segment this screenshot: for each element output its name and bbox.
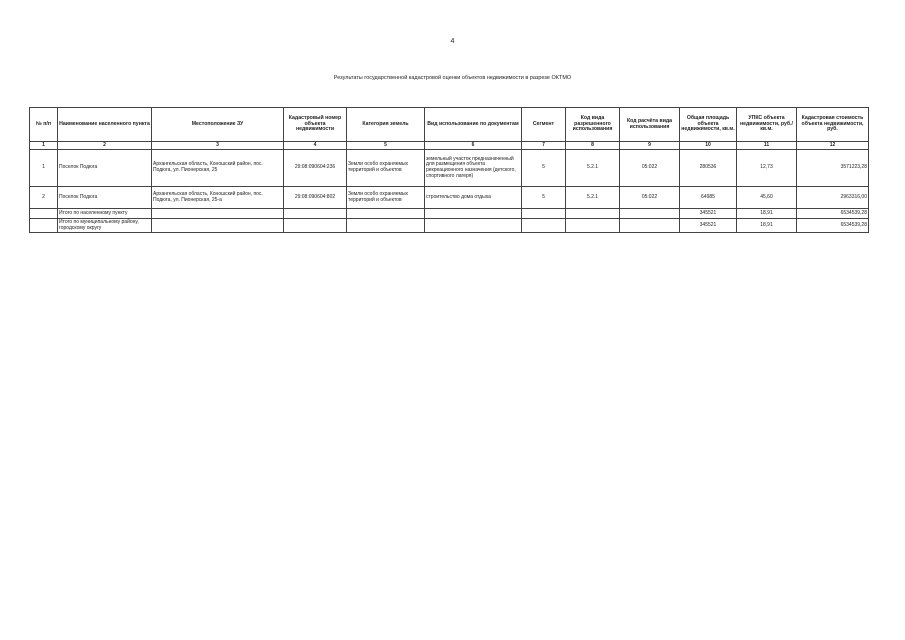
header-cell: Местоположение ЗУ — [152, 108, 284, 142]
total-row-municipality — [30, 219, 869, 233]
header-cell: Общая площадь объекта недвижимости, кв.м. — [680, 108, 737, 142]
header-cell: № п/п — [30, 108, 58, 142]
cadastral-value: 3571223,28 — [797, 150, 869, 187]
column-number: 5 — [347, 142, 425, 150]
column-number: 4 — [284, 142, 347, 150]
table-row — [30, 187, 869, 209]
segment: 5 — [522, 150, 566, 187]
column-number: 6 — [425, 142, 522, 150]
usage-by-documents: земельный участок предназначенный для размещения объекта рекреационного назначения (детского, спортивного лагеря) — [425, 150, 522, 187]
total-area: 345521 — [680, 219, 737, 233]
column-number: 1 — [30, 142, 58, 150]
calculation-use-code: 05:022 — [620, 187, 680, 209]
cadastral-number: 29:08:090604:236 — [284, 150, 347, 187]
header-row — [30, 108, 869, 142]
column-number: 9 — [620, 142, 680, 150]
header-cell: УПКС объекта недвижимости, руб./кв.м. — [737, 108, 797, 142]
column-number: 10 — [680, 142, 737, 150]
settlement-name: Поселок Подюга — [58, 150, 152, 187]
column-number: 7 — [522, 142, 566, 150]
total-upks: 18,91 — [737, 219, 797, 233]
row-number: 2 — [30, 187, 58, 209]
total-label: Итого по муниципальному району, городскому округу — [58, 219, 152, 233]
header-cell: Кадастровый номер объекта недвижимости — [284, 108, 347, 142]
total-area: 345521 — [680, 209, 737, 219]
header-cell: Категория земель — [347, 108, 425, 142]
document-title: Результаты государственной кадастровой оценки объектов недвижимости в разрезе ОКТМО — [333, 75, 572, 81]
total-area: 280536 — [680, 150, 737, 187]
total-value: 6534539,28 — [797, 219, 869, 233]
total-value: 6534539,28 — [797, 209, 869, 219]
header-cell: Вид использование по документам — [425, 108, 522, 142]
cadastral-valuation-table — [29, 107, 869, 233]
total-label: Итого по населенному пункту — [58, 209, 152, 219]
total-row-settlement — [30, 209, 869, 219]
calculation-use-code: 05:022 — [620, 150, 680, 187]
permitted-use-code: 5.2.1 — [566, 187, 620, 209]
cadastral-value: 2963316,00 — [797, 187, 869, 209]
segment: 5 — [522, 187, 566, 209]
column-number: 8 — [566, 142, 620, 150]
land-category: Земли особо охраняемых территорий и объектов — [347, 150, 425, 187]
header-cell: Наименование населенного пункта — [58, 108, 152, 142]
permitted-use-code: 5.2.1 — [566, 150, 620, 187]
page-number: 4 — [450, 38, 455, 45]
usage-by-documents: строительство дома отдыха — [425, 187, 522, 209]
column-number: 12 — [797, 142, 869, 150]
row-number: 1 — [30, 150, 58, 187]
column-number: 2 — [58, 142, 152, 150]
total-area: 64985 — [680, 187, 737, 209]
upks-value: 12,73 — [737, 150, 797, 187]
table-row — [30, 150, 869, 187]
header-cell: Код вида разрешенного использования — [566, 108, 620, 142]
header-cell: Код расчёта вида использования — [620, 108, 680, 142]
land-location: Архангельская область, Коношский район, пос. Подюга, ул. Пионерская, 25-а — [152, 187, 284, 209]
land-category: Земли особо охраняемых территорий и объектов — [347, 187, 425, 209]
column-number: 11 — [737, 142, 797, 150]
cadastral-number: 29:08:090604:802 — [284, 187, 347, 209]
column-number: 3 — [152, 142, 284, 150]
settlement-name: Поселок Подюга — [58, 187, 152, 209]
total-upks: 18,91 — [737, 209, 797, 219]
header-cell: Сегмент — [522, 108, 566, 142]
header-cell: Кадастровая стоимость объекта недвижимости, руб. — [797, 108, 869, 142]
land-location: Архангельская область, Коношский район, пос. Подюга, ул. Пионерская, 25 — [152, 150, 284, 187]
upks-value: 45,60 — [737, 187, 797, 209]
column-number-row — [30, 142, 869, 150]
